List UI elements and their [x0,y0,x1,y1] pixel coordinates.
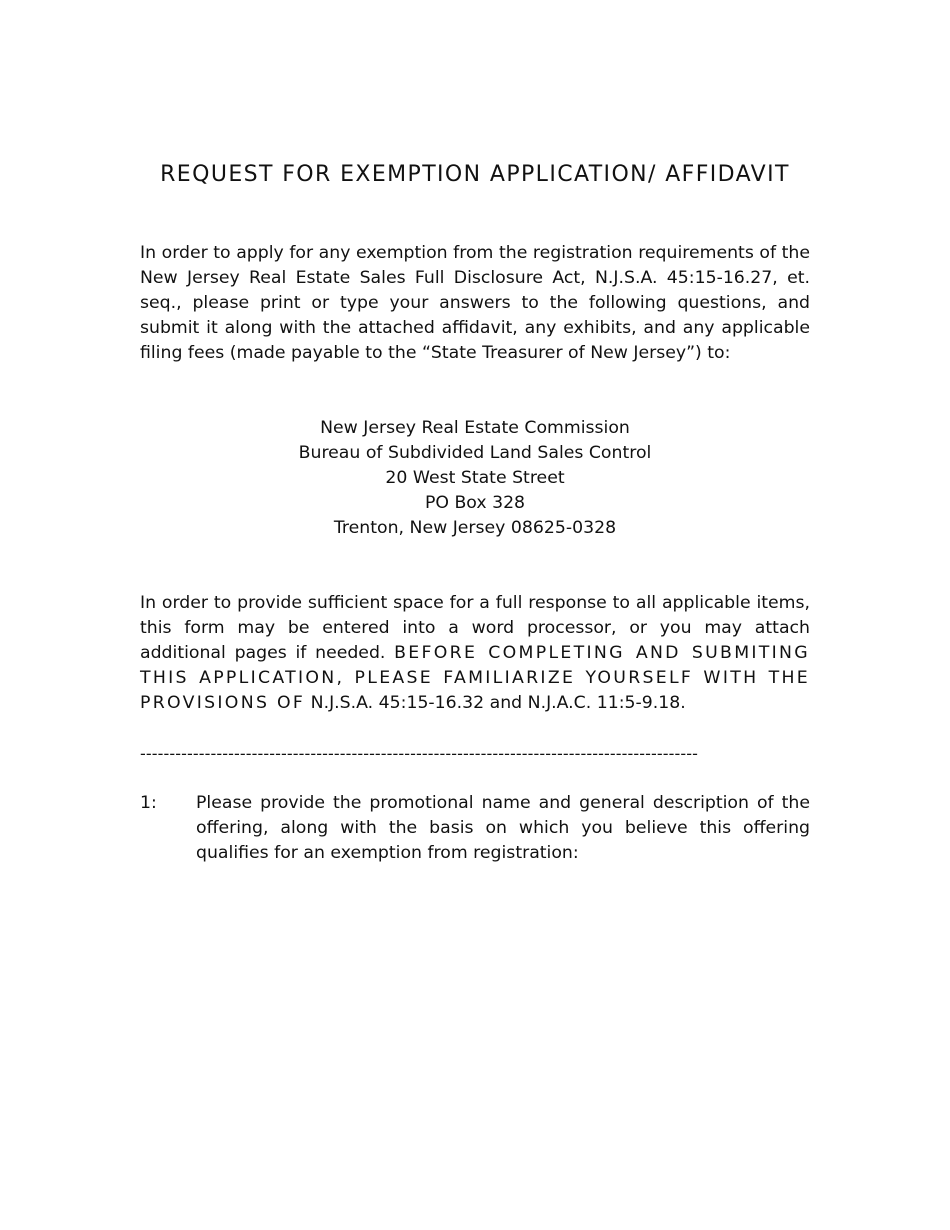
question-1 [140,791,810,866]
address-line-3: 20 West State Street [385,468,565,488]
mailing-address [140,416,810,541]
address-line-1: New Jersey Real Estate Commission [320,418,630,438]
question-number: 1: [140,793,157,813]
intro-paragraph: In order to apply for any exemption from the registration requirements of the New Jersey Real Estate Sales Full Disclosure Act, N.J.S.A. 45:15-16.27, et. seq., please print or type your answers to the following questions, and submit it along with the attached affidavit, any exhibits, and any applicable filing fees (made payable to the “State Treasurer of New Jersey”) to: [140,243,810,363]
document-title: REQUEST FOR EXEMPTION APPLICATION/ AFFIDAVIT [160,162,790,187]
address-line-2: Bureau of Subdivided Land Sales Control [298,443,652,463]
instructions-caps-text: BEFORE COMPLETING AND SUBMITING THIS APPLICATION, PLEASE FAMILIARIZE YOURSELF WITH THE PROVISIONS OF [140,643,810,713]
address-line-5: Trenton, New Jersey 08625-0328 [333,518,617,538]
dashed-separator: ----------------------------------------------------------------------------------------------- [140,744,698,763]
instructions-text: In order to provide sufficient space for a full response to all applicable items, this form may be entered into a word processor, or you may attach additional pages if needed. [140,593,810,663]
instructions-paragraph [140,591,810,716]
question-text: Please provide the promotional name and general description of the offering, along with the basis on which you believe this offering qualifies for an exemption from registration: [196,793,810,863]
instructions-citation: N.J.S.A. 45:15-16.32 and N.J.A.C. 11:5-9.18. [310,693,686,713]
address-line-4: PO Box 328 [424,493,526,513]
